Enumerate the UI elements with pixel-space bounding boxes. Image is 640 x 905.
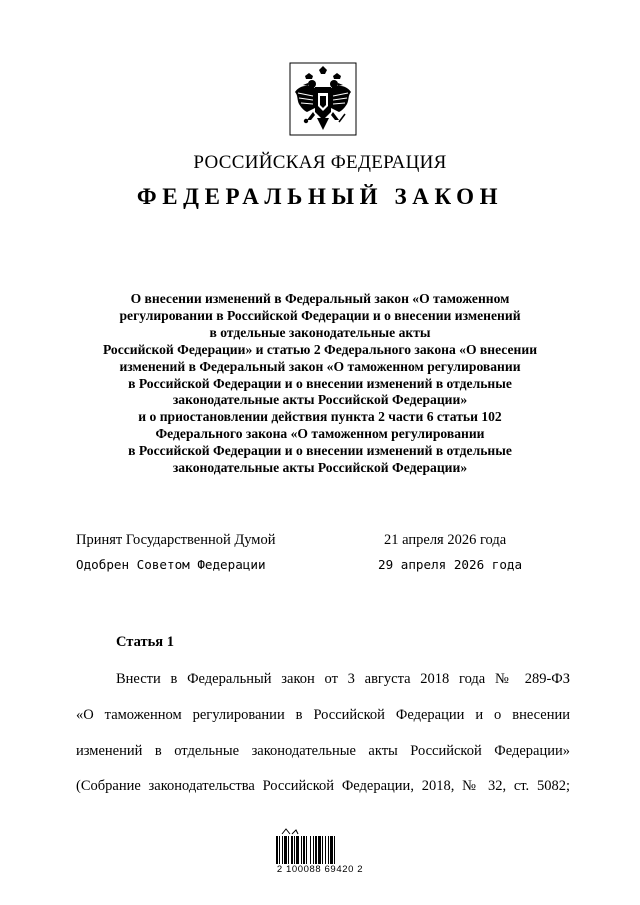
title-line: в Российской Федерации и о внесении изменений в отдельные xyxy=(128,443,512,459)
duma-adoption-row xyxy=(76,532,566,552)
council-approval-row xyxy=(76,557,566,577)
document-type: ФЕДЕРАЛЬНЫЙ ЗАКОН xyxy=(136,184,504,209)
council-approval-label: Одобрен Советом Федерации xyxy=(76,557,266,572)
title-line: О внесении изменений в Федеральный закон «О таможенном xyxy=(130,291,510,306)
title-line: в отдельные законодательные акты xyxy=(209,324,431,340)
title-line: законодательные акты Российской Федерации» xyxy=(172,460,468,476)
duma-adoption-label: Принят Государственной Думой xyxy=(76,532,276,548)
duma-adoption-date: 21 апреля 2026 года xyxy=(384,532,507,548)
title-line: в Российской Федерации и о внесении изменений в отдельные xyxy=(128,375,512,391)
article-heading: Статья 1 xyxy=(116,634,174,650)
law-title xyxy=(60,291,580,477)
country-name: РОССИЙСКАЯ ФЕДЕРАЦИЯ xyxy=(193,152,447,173)
article-text-line: Внести в Федеральный закон от 3 августа 2018 года № 289-ФЗ xyxy=(116,671,570,687)
barcode-icon xyxy=(274,828,366,864)
russian-coat-of-arms-icon xyxy=(289,62,357,136)
article-text-line: (Собрание законодательства Российской Федерации, 2018, № 32, ст. 5082; xyxy=(76,778,570,794)
title-line: Российской Федерации» и статью 2 Федерального закона «О внесении xyxy=(102,341,538,357)
council-approval-date: 29 апреля 2026 года xyxy=(378,557,523,572)
title-line: законодательные акты Российской Федерации» xyxy=(172,392,468,408)
article-text-line: изменений в отдельные законодательные акты Российской Федерации» xyxy=(76,743,570,759)
title-line: и о приостановлении действия пункта 2 части 6 статьи 102 xyxy=(138,409,502,425)
title-line: Федерального закона «О таможенном регулировании xyxy=(155,426,485,442)
title-line: регулировании в Российской Федерации и о внесении изменений xyxy=(119,307,521,323)
barcode-number: 2 100088 69420 2 xyxy=(276,864,364,875)
article-text-line: «О таможенном регулировании в Российской Федерации и о внесении xyxy=(76,707,570,723)
title-line: изменений в Федеральный закон «О таможенном регулировании xyxy=(119,358,521,374)
